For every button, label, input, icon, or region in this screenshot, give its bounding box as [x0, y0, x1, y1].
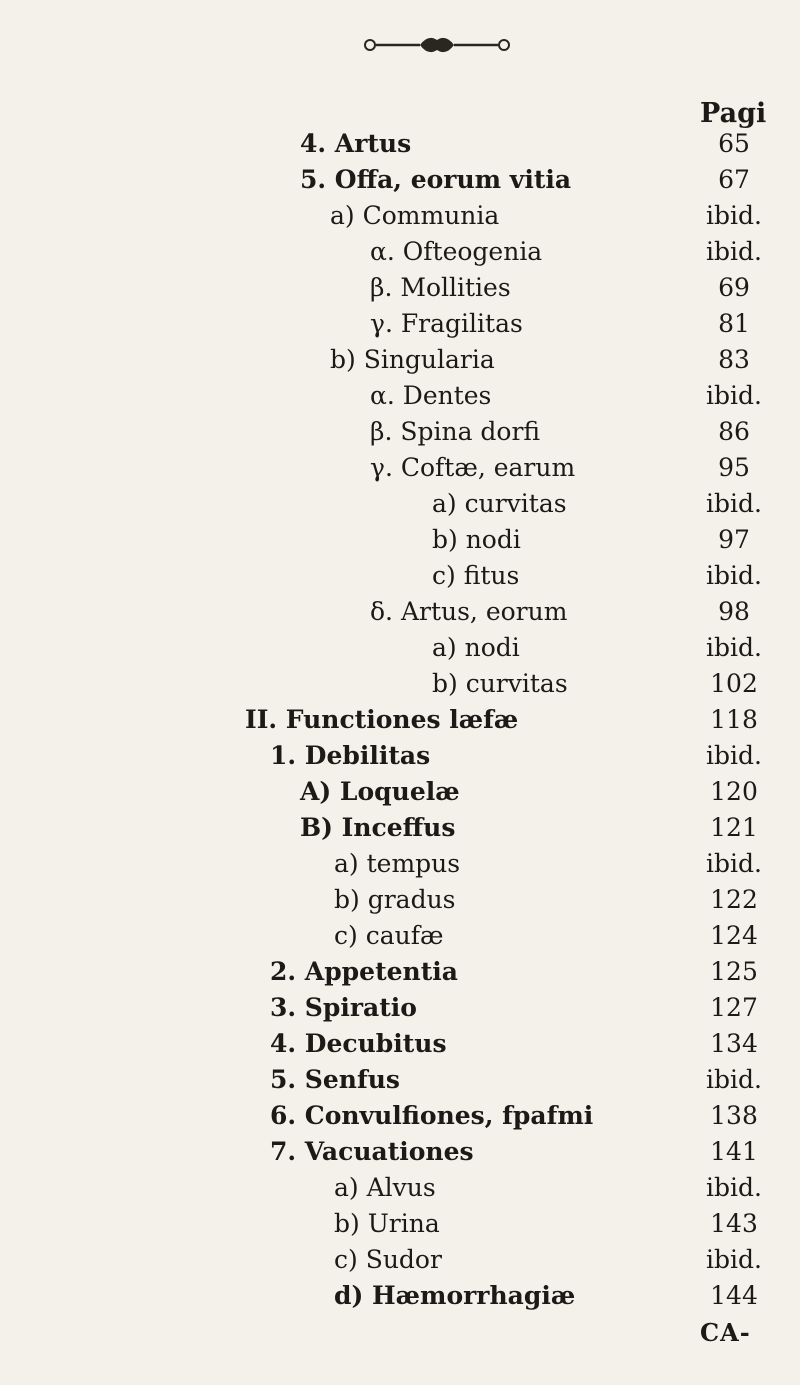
catchword: CA-: [700, 1318, 751, 1347]
index-entry: [0, 774, 800, 810]
entry-page: ibid.: [706, 849, 762, 878]
entry-label: a) Communia: [330, 201, 500, 230]
entry-label: 3. Spiratio: [270, 993, 417, 1022]
entry-label: 5. Offa, eorum vitia: [300, 165, 572, 194]
entry-label: 7. Vacuationes: [270, 1137, 474, 1166]
entry-page: ibid.: [706, 201, 762, 230]
entry-page: 138: [710, 1101, 758, 1130]
index-entry: [0, 738, 800, 774]
index-entry: [0, 1242, 800, 1278]
entry-page: ibid.: [706, 1065, 762, 1094]
index-entry: [0, 846, 800, 882]
entry-label: α. Ofteogenia: [370, 237, 543, 266]
index-entry: [0, 270, 800, 306]
entry-label: A) Loquelæ: [300, 777, 460, 806]
entry-page: ibid.: [706, 561, 762, 590]
entry-page: 144: [710, 1281, 758, 1310]
index-entry: [0, 594, 800, 630]
entry-label: d) Hæmorrhagiæ: [334, 1281, 576, 1310]
entry-page: 124: [710, 921, 758, 950]
index-entry: [0, 1062, 800, 1098]
entry-label: a) Alvus: [334, 1173, 436, 1202]
index-entry: [0, 1170, 800, 1206]
index-entry: [0, 1134, 800, 1170]
index-entry: [0, 558, 800, 594]
entry-label: b) curvitas: [432, 669, 568, 698]
entry-page: 81: [718, 309, 750, 338]
entry-label: γ. Fragilitas: [370, 309, 523, 338]
entry-label: a) tempus: [334, 849, 461, 878]
entry-label: α. Dentes: [370, 381, 492, 410]
entry-page: 122: [710, 885, 758, 914]
entry-page: 102: [710, 669, 758, 698]
entry-label: 1. Debilitas: [270, 741, 431, 770]
index-entry: [0, 1278, 800, 1314]
entry-page: 69: [718, 273, 750, 302]
entry-page: ibid.: [706, 633, 762, 662]
entry-label: γ. Coftæ, earum: [370, 453, 576, 482]
entry-page: ibid.: [706, 489, 762, 518]
entry-page: 121: [710, 813, 758, 842]
entry-label: c) Sudor: [334, 1245, 442, 1274]
index-entry: [0, 414, 800, 450]
entry-page: 134: [710, 1029, 758, 1058]
entry-label: 6. Convulfiones, fpafmi: [270, 1101, 594, 1130]
entry-page: 125: [710, 957, 758, 986]
entry-page: 97: [718, 525, 750, 554]
entry-label: δ. Artus, eorum: [370, 597, 568, 626]
index-entry: [0, 1026, 800, 1062]
entry-label: 2. Appetentia: [270, 957, 458, 986]
entry-label: b) nodi: [432, 525, 521, 554]
entry-label: a) curvitas: [432, 489, 567, 518]
entry-page: 95: [718, 453, 750, 482]
entry-label: β. Mollities: [370, 273, 511, 302]
entry-label: 4. Decubitus: [270, 1029, 447, 1058]
index-entry: [0, 810, 800, 846]
entry-label: c) caufæ: [334, 921, 444, 950]
entry-page: ibid.: [706, 741, 762, 770]
index-entry: [0, 162, 800, 198]
entry-label: B) Inceffus: [300, 813, 456, 842]
header-ornament-icon: [362, 32, 512, 58]
entry-label: β. Spina dorfi: [370, 417, 541, 446]
index-entry: [0, 342, 800, 378]
index-entry: [0, 378, 800, 414]
index-entry: [0, 918, 800, 954]
index-entry: [0, 486, 800, 522]
entry-label: II. Functiones læfæ: [245, 705, 519, 734]
index-entry: [0, 198, 800, 234]
index-entry: [0, 702, 800, 738]
index-entry: [0, 126, 800, 162]
index-entry: [0, 990, 800, 1026]
entry-page: 127: [710, 993, 758, 1022]
index-entry: [0, 882, 800, 918]
entry-page: ibid.: [706, 381, 762, 410]
entry-page: 86: [718, 417, 750, 446]
index-entry: [0, 1206, 800, 1242]
entry-page: ibid.: [706, 1245, 762, 1274]
entry-label: 4. Artus: [300, 129, 412, 158]
entry-page: 141: [710, 1137, 758, 1166]
entry-page: 65: [718, 129, 750, 158]
entry-label: b) Urina: [334, 1209, 440, 1238]
entry-page: 143: [710, 1209, 758, 1238]
entry-label: 5. Senfus: [270, 1065, 400, 1094]
index-entry: [0, 666, 800, 702]
entry-page: ibid.: [706, 1173, 762, 1202]
index-entry: [0, 1098, 800, 1134]
index-entry: [0, 306, 800, 342]
entry-label: a) nodi: [432, 633, 520, 662]
index-entry: [0, 234, 800, 270]
page-column-heading: Pagi: [700, 98, 767, 129]
entry-page: ibid.: [706, 237, 762, 266]
index-entry: [0, 954, 800, 990]
index-entry: [0, 630, 800, 666]
entry-page: 83: [718, 345, 750, 374]
entry-label: b) gradus: [334, 885, 456, 914]
index-entry: [0, 522, 800, 558]
entry-page: 118: [710, 705, 758, 734]
entry-label: c) fitus: [432, 561, 520, 590]
entry-page: 98: [718, 597, 750, 626]
entry-page: 67: [718, 165, 750, 194]
index-entry: [0, 450, 800, 486]
entry-page: 120: [710, 777, 758, 806]
entry-label: b) Singularia: [330, 345, 495, 374]
